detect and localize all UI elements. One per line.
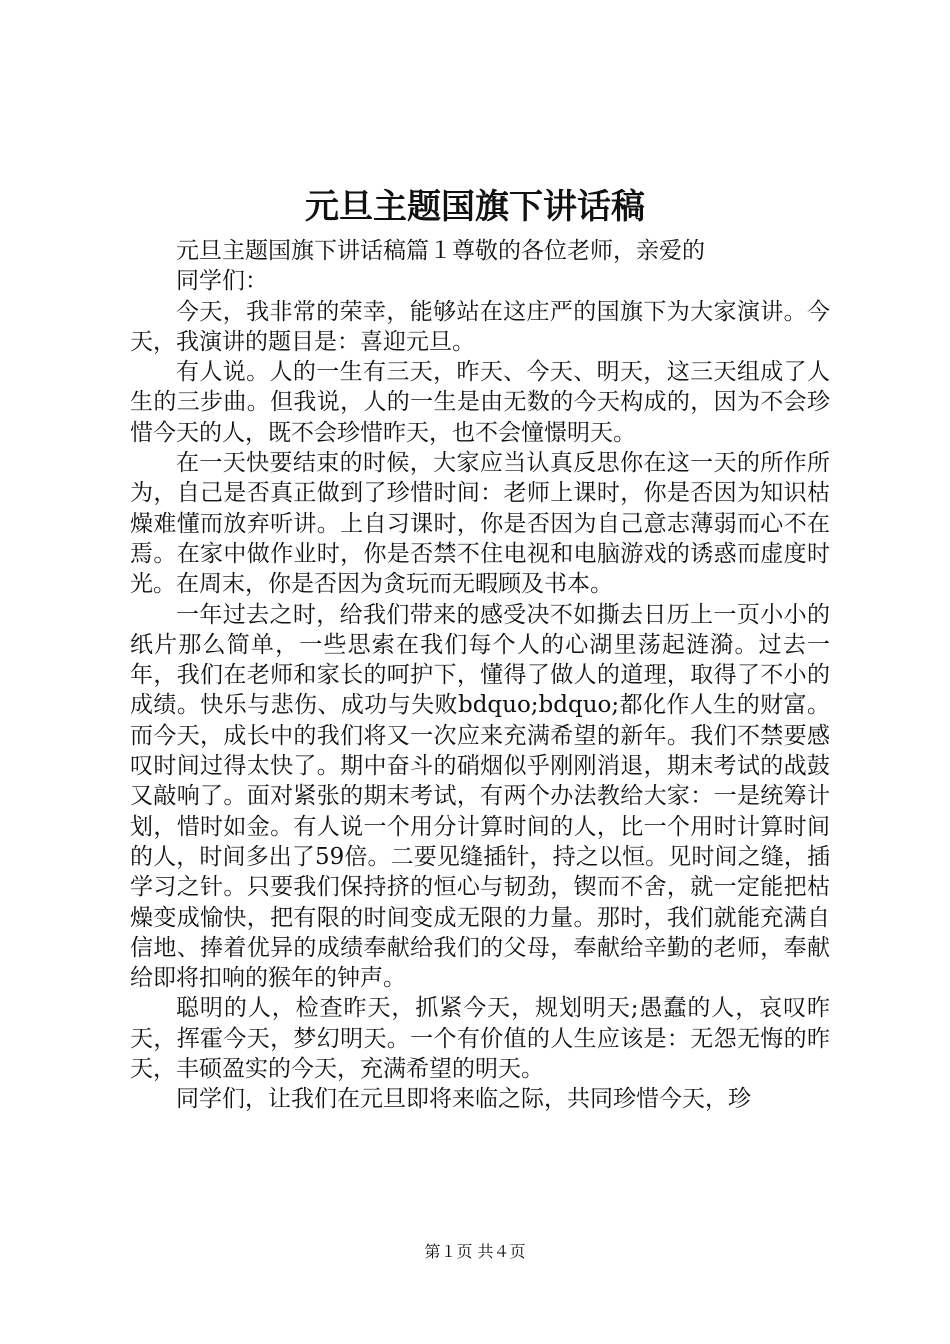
- document-body: [130, 236, 830, 1115]
- intro-line-1: 元旦主题国旗下讲话稿篇１尊敬的各位老师，亲爱的: [176, 238, 705, 264]
- paragraph-3: 在一天快要结束的时候，大家应当认真反思你在这一天的所作所为，自己是否真正做到了珍惜时间：老师上课时，你是否因为知识枯燥难懂而放弃听讲。上自习课时，你是否因为自己意志薄弱而心不在焉。在家中做作业时，你是否禁不住电视和电脑游戏的诱惑而虚度时光。在周末，你是否因为贪玩而无暇顾及书本。: [130, 450, 830, 598]
- paragraph-5: 聪明的人，检查昨天，抓紧今天，规划明天;愚蠢的人，哀叹昨天，挥霍今天，梦幻明天。一个有价值的人生应该是：无怨无悔的昨天，丰硕盈实的今天，充满希望的明天。: [130, 995, 830, 1083]
- page-number: 第１页 共４页: [424, 1242, 526, 1261]
- paragraph-2: 有人说。人的一生有三天，昨天、今天、明天，这三天组成了人生的三步曲。但我说，人的一生是由无数的今天构成的，因为不会珍惜今天的人，既不会珍惜昨天，也不会憧憬明天。: [130, 359, 830, 446]
- paragraph-1: 今天，我非常的荣幸，能够站在这庄严的国旗下为大家演讲。今天，我演讲的题目是：喜迎元旦。: [130, 298, 830, 355]
- intro-line-2: 同学们：: [176, 268, 268, 295]
- intro-paragraph: [130, 236, 830, 297]
- paragraph-4: 一年过去之时，给我们带来的感受决不如撕去日历上一页小小的纸片那么简单，一些思索在我们每个人的心湖里荡起涟漪。过去一年，我们在老师和家长的呵护下，懂得了做人的道理，取得了不小的成绩。快乐与悲伤、成功与失败bdquo;bdquo;都化作人生的财富。而今天，成长中的我们将又一次应来充满希望的新年。我们不禁要感叹时间过得太快了。期中奋斗的硝烟似乎刚刚消退，期末考试的战鼓又敲响了。面对紧张的期末考试，有两个办法教给大家：一是统筹计划，惜时如金。有人说一个用分计算时间的人，比一个用时计算时间的人，时间多出了59倍。二要见缝插针，持之以恒。见时间之缝，插学习之针。只要我们保持挤的恒心与韧劲，锲而不舍，就一定能把枯燥变成愉快，把有限的时间变成无限的力量。那时，我们就能充满自信地、捧着优异的成绩奉献给我们的父母，奉献给辛勤的老师，奉献给即将扣响的猴年的钟声。: [130, 601, 830, 992]
- paragraph-6: 同学们，让我们在元旦即将来临之际，共同珍惜今天，珍: [176, 1086, 751, 1113]
- document-title: 元旦主题国旗下讲话稿: [305, 187, 645, 227]
